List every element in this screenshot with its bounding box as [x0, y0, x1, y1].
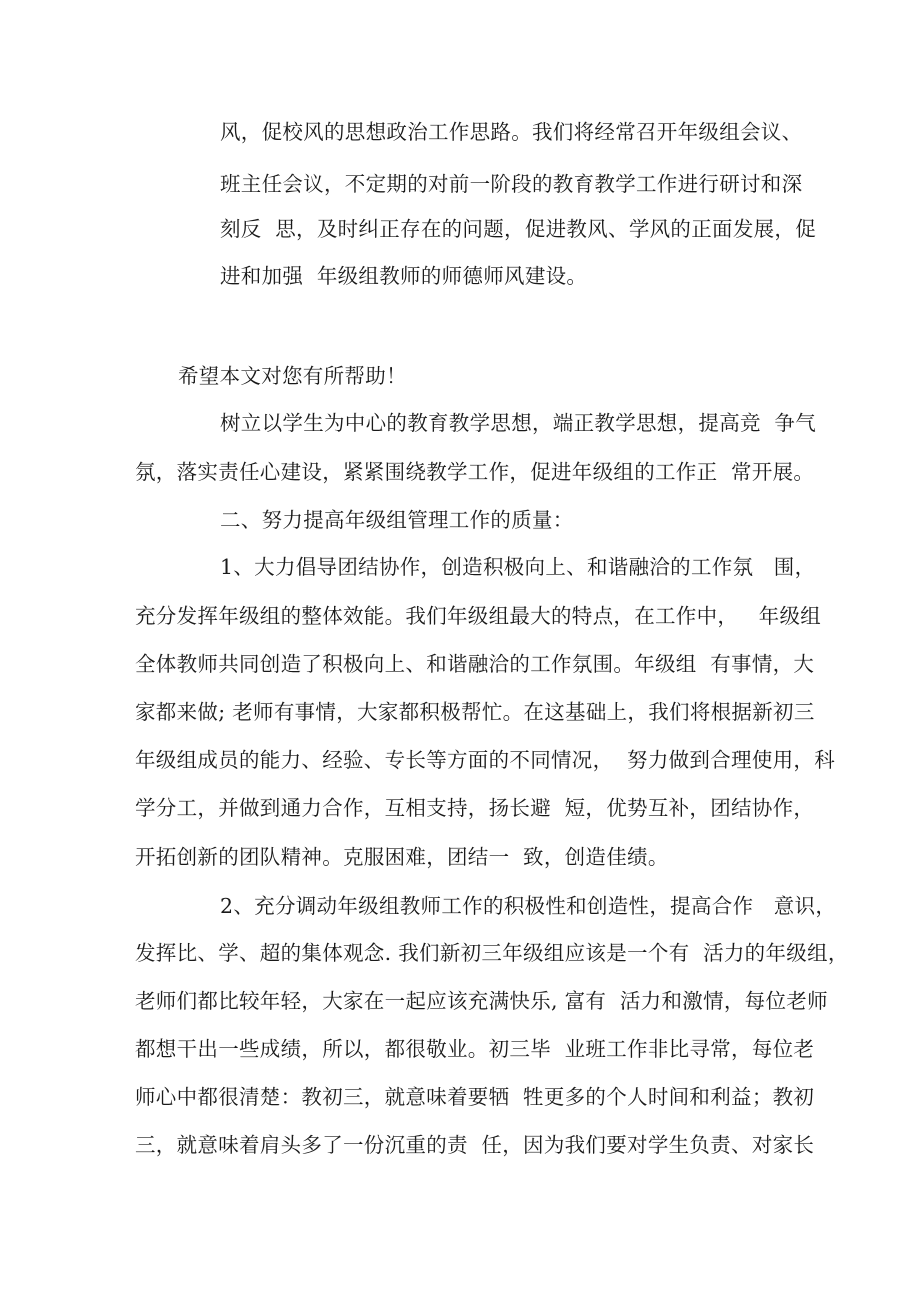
paragraph-line: 充分发挥年级组的整体效能。我们年级组最大的特点，在工作中， 年级组	[135, 604, 822, 628]
paragraph-line: 氛，落实责任心建设，紧紧围绕教学工作，促进年级组的工作正 常开展。	[135, 460, 815, 484]
paragraph-line: 家都来做; 老师有事情，大家都积极帮忙。在这基础上，我们将根据新初三	[135, 700, 815, 724]
paragraph-line: 1、大力倡导团结协作，创造积极向上、和谐融洽的工作氛 围，	[220, 555, 816, 579]
section-heading: 二、努力提高年级组管理工作的质量：	[220, 508, 574, 532]
paragraph-line: 发挥比、学、超的集体观念. 我们新初三年级组应该是一个有 活力的年级组，	[135, 941, 849, 965]
paragraph-line: 老师们都比较年轻，大家在一起应该充满快乐, 富有 活力和激情，每位老师	[135, 989, 828, 1013]
paragraph-line: 开拓创新的团队精神。克服困难，团结一 致，创造佳绩。	[135, 845, 669, 869]
paragraph-line: 学分工，并做到通力合作，互相支持，扬长避 短，优势互补，团结协作，	[135, 796, 815, 820]
paragraph-line: 2、充分调动年级组教师工作的积极性和创造性，提高合作 意识，	[220, 894, 837, 918]
paragraph-line: 进和加强 年级组教师的师德师风建设。	[220, 264, 588, 288]
paragraph-line: 师心中都很清楚：教初三，就意味着要牺 牲更多的个人时间和利益；教初	[135, 1085, 815, 1109]
paragraph-line: 都想干出一些成绩，所以，都很敬业。初三毕 业班工作非比寻常，每位老	[135, 1037, 815, 1061]
paragraph-line: 风，促校风的思想政治工作思路。我们将经常召开年级组会议、	[220, 120, 803, 144]
closing-remark: 希望本文对您有所帮助！	[178, 364, 407, 388]
paragraph-line: 树立以学生为中心的教育教学思想，端正教学思想，提高竞 争气	[220, 411, 817, 435]
paragraph-line: 三，就意味着肩头多了一份沉重的责 任，因为我们要对学生负责、对家长	[135, 1133, 815, 1157]
paragraph-line: 刻反 思，及时纠正存在的问题，促进教风、学风的正面发展，促	[220, 217, 817, 241]
paragraph-line: 年级组成员的能力、经验、专长等方面的不同情况， 努力做到合理使用，科	[135, 748, 836, 772]
paragraph-line: 班主任会议，不定期的对前一阶段的教育教学工作进行研讨和深	[220, 172, 803, 196]
paragraph-line: 全体教师共同创造了积极向上、和谐融洽的工作氛围。年级组 有事情，大	[135, 652, 815, 676]
